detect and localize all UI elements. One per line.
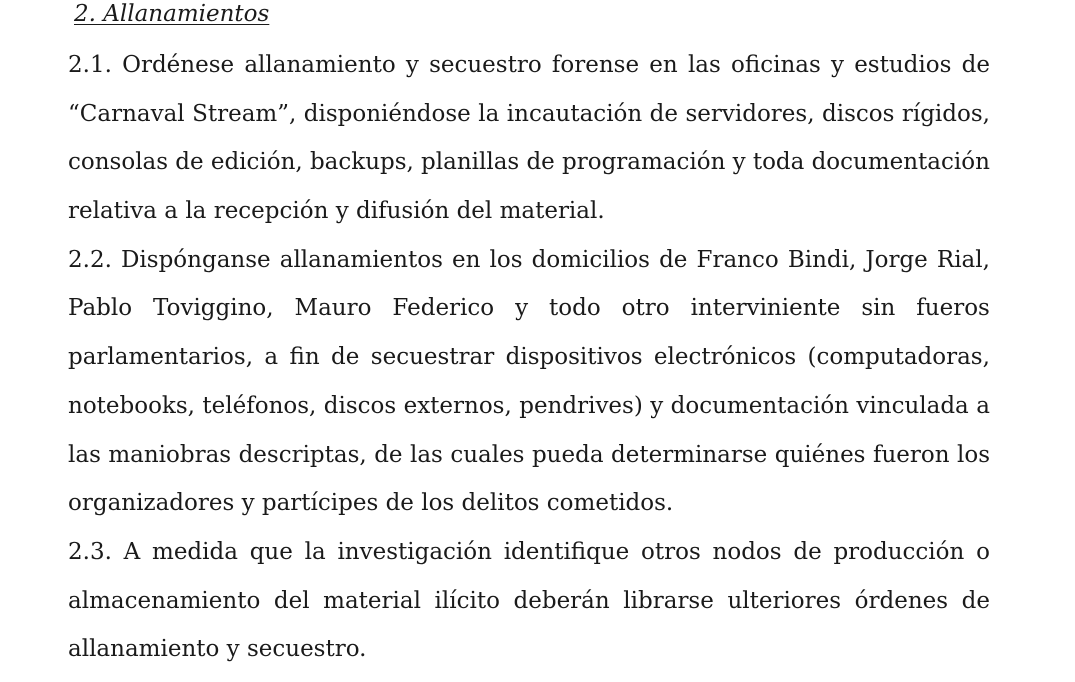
word: pueda <box>531 441 604 468</box>
word: edición, <box>210 149 303 176</box>
word: otro <box>621 295 670 322</box>
word: identifique <box>503 538 630 565</box>
word: maniobras <box>108 441 232 468</box>
word: sin <box>861 295 896 322</box>
word: fin <box>289 344 320 371</box>
word: incautación <box>506 100 643 127</box>
word: y <box>515 295 529 322</box>
word: librarse <box>623 587 714 614</box>
word: Federico <box>392 295 495 322</box>
paragraph-line: allanamiento y secuestro. <box>68 636 367 663</box>
word: Mauro <box>294 295 372 322</box>
word: medida <box>152 538 238 565</box>
word: dispositivos <box>505 344 643 371</box>
paragraph-line <box>68 90 990 139</box>
paragraph-2-2 <box>68 236 990 528</box>
word: la <box>478 100 500 127</box>
paragraph-line <box>68 382 990 431</box>
word: servidores, <box>685 100 815 127</box>
word: parlamentarios, <box>68 344 253 371</box>
word: los <box>489 246 523 273</box>
word: o <box>976 538 990 565</box>
word: producción <box>833 538 965 565</box>
word: los <box>956 441 990 468</box>
word: nodos <box>712 538 782 565</box>
paragraph-line: relativa a la recepción y difusión del material. <box>68 198 605 225</box>
word: las <box>409 441 443 468</box>
word: 2.3. <box>68 538 112 565</box>
word: que <box>249 538 293 565</box>
word: discos <box>323 392 397 419</box>
word: la <box>304 538 326 565</box>
section-heading: 2. Allanamientos <box>74 1 270 27</box>
word: y <box>405 52 419 78</box>
word: Toviggino, <box>153 295 274 322</box>
word: y <box>650 392 664 419</box>
word: domicilios <box>531 246 650 273</box>
word: de <box>649 100 679 127</box>
word: y <box>732 149 746 176</box>
word: teléfonos, <box>202 392 317 419</box>
word: electrónicos <box>653 344 797 371</box>
word: determinarse <box>611 441 768 468</box>
paragraph-line <box>68 236 990 285</box>
word: ulteriores <box>727 587 842 614</box>
word: toda <box>752 149 805 176</box>
word: A <box>123 538 141 565</box>
word: a <box>976 392 990 419</box>
word: quiénes <box>774 441 866 468</box>
word: descriptas, <box>238 441 367 468</box>
word: allanamientos <box>279 246 443 273</box>
paragraph-line <box>68 138 990 187</box>
word: disponiéndose <box>303 100 471 127</box>
word: almacenamiento <box>68 587 261 614</box>
paragraph-line <box>68 333 990 382</box>
word: programación <box>562 149 726 176</box>
word: en <box>451 246 481 273</box>
paragraph-2-3 <box>68 528 990 674</box>
paragraph-line: organizadores y partícipes de los delitos cometidos. <box>68 490 674 517</box>
paragraph-line <box>68 41 990 90</box>
word: de <box>961 52 990 78</box>
word: de <box>331 344 360 371</box>
word: secuestrar <box>370 344 495 371</box>
word: cuales <box>450 441 525 468</box>
word: Pablo <box>68 295 133 322</box>
word: allanamiento <box>244 52 396 78</box>
word: forense <box>551 52 640 78</box>
paragraph-line <box>68 577 990 626</box>
word: Dispónganse <box>120 246 271 273</box>
word: investigación <box>337 538 492 565</box>
word: externos, <box>403 392 512 419</box>
word: Stream”, <box>192 100 297 127</box>
word: material <box>323 587 421 614</box>
word: las <box>68 441 101 468</box>
word: (computadoras, <box>807 344 990 371</box>
document-body <box>68 41 990 674</box>
word: Franco <box>696 246 779 273</box>
paragraph-line <box>68 284 990 333</box>
word: a <box>264 344 279 371</box>
word: 2.2. <box>68 246 112 273</box>
paragraph-line <box>68 528 990 577</box>
word: estudios <box>854 52 952 78</box>
word: Bindi, <box>787 246 857 273</box>
word: todo <box>549 295 601 322</box>
word: órdenes <box>854 587 949 614</box>
word: de <box>961 587 990 614</box>
word: oficinas <box>731 52 821 78</box>
word: documentación <box>670 392 849 419</box>
word: otros <box>641 538 701 565</box>
word: fueron <box>872 441 950 468</box>
word: del <box>273 587 310 614</box>
word: de <box>793 538 822 565</box>
word: Rial, <box>936 246 990 273</box>
word: fueros <box>916 295 990 322</box>
word: Jorge <box>865 246 928 273</box>
paragraph-2-1 <box>68 41 990 236</box>
word: en <box>649 52 678 78</box>
word: y <box>830 52 844 78</box>
word: rígidos, <box>901 100 990 127</box>
word: deberán <box>513 587 610 614</box>
word: de <box>659 246 688 273</box>
word: interviniente <box>690 295 841 322</box>
word: las <box>687 52 721 78</box>
word: vinculada <box>856 392 969 419</box>
word: de <box>526 149 555 176</box>
word: secuestro <box>429 52 542 78</box>
word: ilícito <box>434 587 500 614</box>
word: planillas <box>421 149 520 176</box>
word: “Carnaval <box>68 100 185 127</box>
word: documentación <box>811 149 990 176</box>
word: notebooks, <box>68 392 195 419</box>
word: Ordénese <box>122 52 235 78</box>
word: discos <box>821 100 895 127</box>
word: pendrives) <box>519 392 643 419</box>
word: backups, <box>309 149 414 176</box>
word: de <box>175 149 204 176</box>
word: consolas <box>68 149 169 176</box>
word: de <box>374 441 403 468</box>
word: 2.1. <box>68 52 112 78</box>
paragraph-line <box>68 431 990 480</box>
